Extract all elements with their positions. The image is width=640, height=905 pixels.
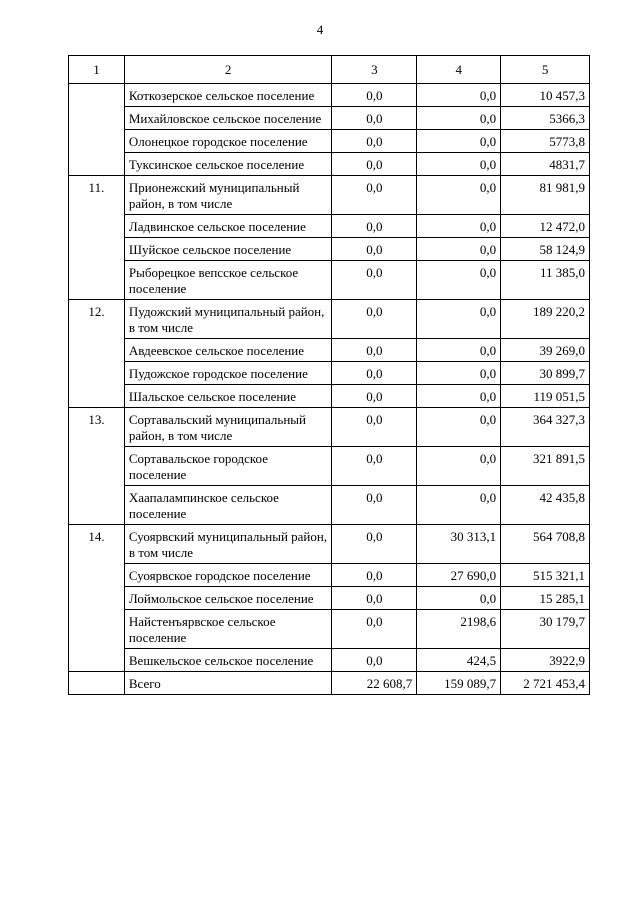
column-5-value-cell: 11 385,0 <box>501 261 590 300</box>
column-5-value-cell: 4831,7 <box>501 153 590 176</box>
table-row <box>69 238 590 261</box>
settlement-name-cell: Пудожский муниципальный район, в том числе <box>124 300 332 339</box>
column-4-value-cell: 0,0 <box>417 587 501 610</box>
settlement-name-cell: Шальское сельское поселение <box>124 385 332 408</box>
table-row <box>69 153 590 176</box>
table-row <box>69 176 590 215</box>
settlement-name-cell: Туксинское сельское поселение <box>124 153 332 176</box>
table-row <box>69 339 590 362</box>
total-column-5-cell: 2 721 453,4 <box>501 672 590 695</box>
column-3-value-cell: 0,0 <box>332 408 417 447</box>
table-row <box>69 362 590 385</box>
settlement-name-cell: Хаапалампинское сельское поселение <box>124 486 332 525</box>
column-5-value-cell: 39 269,0 <box>501 339 590 362</box>
table-row <box>69 408 590 447</box>
settlement-name-cell: Суоярвское городское поселение <box>124 564 332 587</box>
column-5-value-cell: 30 899,7 <box>501 362 590 385</box>
column-4-value-cell: 2198,6 <box>417 610 501 649</box>
column-4-value-cell: 0,0 <box>417 447 501 486</box>
row-number-cell: 11. <box>69 176 125 300</box>
settlement-name-cell: Вешкельское сельское поселение <box>124 649 332 672</box>
column-4-value-cell: 0,0 <box>417 261 501 300</box>
column-4-value-cell: 424,5 <box>417 649 501 672</box>
table-row <box>69 107 590 130</box>
header-row <box>69 56 590 84</box>
row-number-cell: 13. <box>69 408 125 525</box>
column-3-value-cell: 0,0 <box>332 486 417 525</box>
settlement-name-cell: Найстенъярвское сельское поселение <box>124 610 332 649</box>
table-row <box>69 486 590 525</box>
settlement-name-cell: Михайловское сельское поселение <box>124 107 332 130</box>
column-3-value-cell: 0,0 <box>332 261 417 300</box>
column-4-value-cell: 0,0 <box>417 130 501 153</box>
settlement-name-cell: Сортавальский муниципальный район, в том числе <box>124 408 332 447</box>
settlement-name-cell: Шуйское сельское поселение <box>124 238 332 261</box>
column-4-value-cell: 0,0 <box>417 339 501 362</box>
column-4-value-cell: 0,0 <box>417 362 501 385</box>
column-3-value-cell: 0,0 <box>332 215 417 238</box>
total-number-cell <box>69 672 125 695</box>
table-row <box>69 525 590 564</box>
column-5-value-cell: 12 472,0 <box>501 215 590 238</box>
column-4-value-cell: 0,0 <box>417 300 501 339</box>
data-table <box>68 55 590 695</box>
column-3-value-cell: 0,0 <box>332 176 417 215</box>
row-number-cell: 14. <box>69 525 125 672</box>
column-5-value-cell: 15 285,1 <box>501 587 590 610</box>
page-number: 4 <box>316 22 324 37</box>
column-3-value-cell: 0,0 <box>332 564 417 587</box>
settlement-name-cell: Сортавальское городское поселение <box>124 447 332 486</box>
column-4-value-cell: 30 313,1 <box>417 525 501 564</box>
column-4-value-cell: 27 690,0 <box>417 564 501 587</box>
column-header: 3 <box>332 56 417 84</box>
settlement-name-cell: Лоймольское сельское поселение <box>124 587 332 610</box>
column-5-value-cell: 42 435,8 <box>501 486 590 525</box>
row-number-cell: 12. <box>69 300 125 408</box>
total-column-4-cell: 159 089,7 <box>417 672 501 695</box>
column-header: 2 <box>124 56 332 84</box>
column-3-value-cell: 0,0 <box>332 238 417 261</box>
column-5-value-cell: 81 981,9 <box>501 176 590 215</box>
settlement-name-cell: Коткозерское сельское поселение <box>124 84 332 107</box>
column-5-value-cell: 5773,8 <box>501 130 590 153</box>
column-4-value-cell: 0,0 <box>417 153 501 176</box>
table-row <box>69 130 590 153</box>
table-row <box>69 649 590 672</box>
column-3-value-cell: 0,0 <box>332 649 417 672</box>
settlement-name-cell: Олонецкое городское поселение <box>124 130 332 153</box>
total-row <box>69 672 590 695</box>
column-4-value-cell: 0,0 <box>417 84 501 107</box>
column-5-value-cell: 58 124,9 <box>501 238 590 261</box>
column-5-value-cell: 5366,3 <box>501 107 590 130</box>
table-row <box>69 587 590 610</box>
settlement-name-cell: Суоярвский муниципальный район, в том числе <box>124 525 332 564</box>
total-column-3-cell: 22 608,7 <box>332 672 417 695</box>
column-5-value-cell: 189 220,2 <box>501 300 590 339</box>
column-header: 1 <box>69 56 125 84</box>
column-3-value-cell: 0,0 <box>332 107 417 130</box>
column-5-value-cell: 119 051,5 <box>501 385 590 408</box>
column-header: 5 <box>501 56 590 84</box>
settlement-name-cell: Пудожское городское поселение <box>124 362 332 385</box>
table-body <box>69 84 590 695</box>
column-3-value-cell: 0,0 <box>332 362 417 385</box>
table-row <box>69 385 590 408</box>
column-3-value-cell: 0,0 <box>332 447 417 486</box>
column-3-value-cell: 0,0 <box>332 300 417 339</box>
table-row <box>69 261 590 300</box>
column-3-value-cell: 0,0 <box>332 339 417 362</box>
row-number-cell <box>69 84 125 176</box>
settlement-name-cell: Рыборецкое вепсское сельское поселение <box>124 261 332 300</box>
column-5-value-cell: 564 708,8 <box>501 525 590 564</box>
column-3-value-cell: 0,0 <box>332 84 417 107</box>
table-row <box>69 564 590 587</box>
table-row <box>69 84 590 107</box>
column-3-value-cell: 0,0 <box>332 587 417 610</box>
column-5-value-cell: 10 457,3 <box>501 84 590 107</box>
column-5-value-cell: 515 321,1 <box>501 564 590 587</box>
column-4-value-cell: 0,0 <box>417 486 501 525</box>
column-3-value-cell: 0,0 <box>332 610 417 649</box>
column-4-value-cell: 0,0 <box>417 408 501 447</box>
table-row <box>69 215 590 238</box>
column-5-value-cell: 3922,9 <box>501 649 590 672</box>
table-row <box>69 447 590 486</box>
settlement-name-cell: Ладвинское сельское поселение <box>124 215 332 238</box>
column-header: 4 <box>417 56 501 84</box>
settlement-name-cell: Авдеевское сельское поселение <box>124 339 332 362</box>
column-3-value-cell: 0,0 <box>332 525 417 564</box>
column-4-value-cell: 0,0 <box>417 215 501 238</box>
column-5-value-cell: 30 179,7 <box>501 610 590 649</box>
table-row <box>69 300 590 339</box>
column-3-value-cell: 0,0 <box>332 385 417 408</box>
column-3-value-cell: 0,0 <box>332 130 417 153</box>
table-row <box>69 610 590 649</box>
total-label-cell: Всего <box>124 672 332 695</box>
column-5-value-cell: 364 327,3 <box>501 408 590 447</box>
column-4-value-cell: 0,0 <box>417 176 501 215</box>
settlement-name-cell: Прионежский муниципальный район, в том числе <box>124 176 332 215</box>
column-4-value-cell: 0,0 <box>417 238 501 261</box>
column-5-value-cell: 321 891,5 <box>501 447 590 486</box>
column-4-value-cell: 0,0 <box>417 107 501 130</box>
column-3-value-cell: 0,0 <box>332 153 417 176</box>
column-4-value-cell: 0,0 <box>417 385 501 408</box>
